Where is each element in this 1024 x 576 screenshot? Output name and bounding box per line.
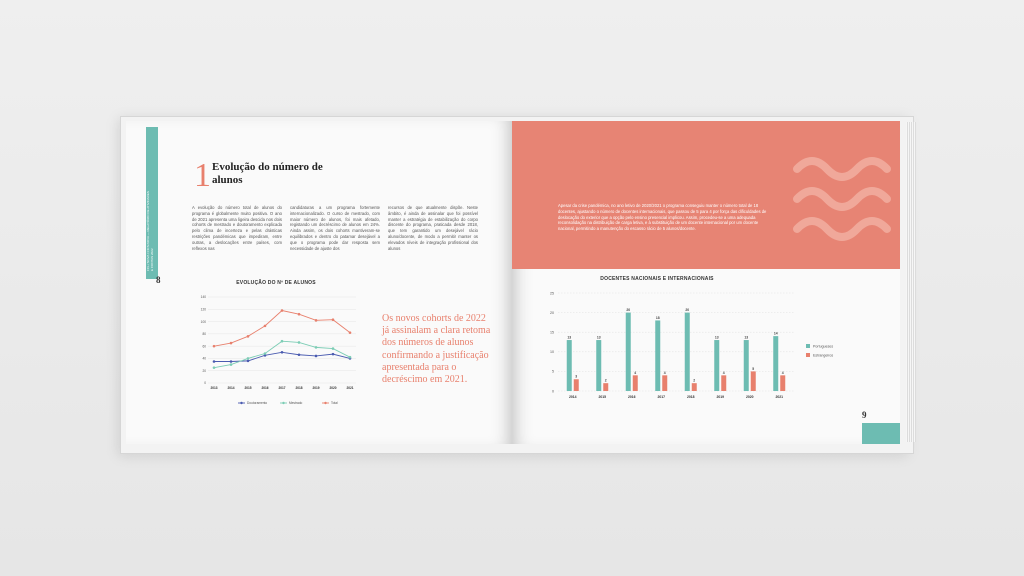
pull-quote: Os novos cohorts de 2022 já assinalam a clara retoma dos números de alunos confirmando a justificação apresentada para o decréscimo em 2021. xyxy=(382,313,491,386)
x-tick-label: 2017 xyxy=(278,386,286,390)
bar-value-label: 2 xyxy=(693,378,696,383)
data-point xyxy=(332,347,335,350)
wave-line-2 xyxy=(797,191,887,207)
data-point xyxy=(230,360,233,363)
legend-label: Portugueses xyxy=(813,344,834,349)
x-tick-label: 2015 xyxy=(244,386,252,390)
bar-estrangeiros xyxy=(692,383,697,391)
data-point xyxy=(264,352,267,355)
bar-value-label: 4 xyxy=(634,370,637,375)
y-tick-label: 60 xyxy=(202,344,206,349)
x-tick-label: 2019 xyxy=(716,395,725,399)
legend-label: Mestrado xyxy=(289,401,303,406)
data-point xyxy=(315,355,318,358)
bar-value-label: 13 xyxy=(596,335,601,340)
y-tick-label: 25 xyxy=(550,291,554,296)
y-tick-label: 0 xyxy=(552,389,554,394)
data-point xyxy=(332,353,335,356)
data-point xyxy=(298,353,301,356)
y-tick-label: 80 xyxy=(202,332,206,337)
bar-value-label: 13 xyxy=(567,335,572,340)
x-tick-label: 2014 xyxy=(568,395,577,399)
bar-estrangeiros xyxy=(633,375,638,391)
bar-value-label: 13 xyxy=(744,335,749,340)
data-point xyxy=(230,342,233,345)
data-point xyxy=(247,335,250,338)
legend-label: Total xyxy=(331,401,338,406)
bar-portugueses xyxy=(744,340,749,391)
bar-value-label: 20 xyxy=(685,308,690,313)
teal-corner-block xyxy=(862,423,900,444)
wave-line-3 xyxy=(797,221,887,237)
bar-portugueses xyxy=(567,340,572,391)
series-line-doutoramento xyxy=(214,352,350,361)
wave-decoration xyxy=(792,151,892,251)
bar-value-label: 3 xyxy=(575,374,578,379)
y-tick-label: 15 xyxy=(550,330,554,335)
bar-estrangeiros xyxy=(574,379,579,391)
data-point xyxy=(281,340,284,343)
bar-portugueses xyxy=(596,340,601,391)
body-column-3: recursos de que atualmente dispõe. Neste âmbito, é ainda de assinalar que foi possível manter a estratégia de estabilização do corpo discente do programa, praticada desde 2018, que tem garantido um desejável rácio aluno/docente, de modo a permitir manter os elevados níveis de integração profissional dos alunos xyxy=(388,205,478,251)
x-tick-label: 2016 xyxy=(261,386,269,390)
x-tick-label: 2018 xyxy=(686,395,695,399)
x-tick-label: 2013 xyxy=(210,386,218,390)
y-tick-label: 120 xyxy=(200,307,206,312)
bar-value-label: 14 xyxy=(773,331,778,336)
page-number-left: 8 xyxy=(156,275,161,285)
band-running-title: FCL / NOVA / CICS.NOVA — RELATÓRIO DE ATIVIDADES E CONTAS 2022 xyxy=(146,191,154,271)
y-tick-label: 100 xyxy=(200,319,206,324)
data-point xyxy=(281,309,284,312)
data-point xyxy=(213,345,216,348)
intro-text: Apesar da crise pandémica, no ano letivo de 2020/2021 o programa conseguiu manter o número total de 18 docentes, ajustando o número de docentes internacionais, que passou de 5 para 4 por força das dificuldades de deslocação do exterior que a opção pelo ensino presencial implicou. Assim, procedeu-se a uma adequada reconsolidação na distribuição de carga letiva, e à substituição de um docente internacional por um docente nacional, permitindo a manutenção do escasso rácio de 5 alunos/docente. xyxy=(558,203,767,232)
bar-estrangeiros xyxy=(780,375,785,391)
data-point xyxy=(281,351,284,354)
bar-estrangeiros xyxy=(662,375,667,391)
data-point xyxy=(332,318,335,321)
bar-value-label: 4 xyxy=(663,370,666,375)
legend-label: Doutoramento xyxy=(247,401,268,406)
wave-line-1 xyxy=(797,161,887,177)
bar-value-label: 4 xyxy=(722,370,725,375)
data-point xyxy=(315,346,318,349)
data-point xyxy=(349,356,352,359)
x-tick-label: 2021 xyxy=(775,395,784,399)
body-column-2: candidaturas a um programa fortemente internacionalizado. O curso de mestrado, com maior número de alunos, foi mais afetado, registando um decréscimo de alunos em 24%. Ainda assim, os dois cohorts mantiveram-se equilibrados e dentro do patamar desejável a que o programa pode dar resposta sem necessidade de ajuste dos xyxy=(290,205,380,251)
bar-portugueses xyxy=(626,313,631,391)
legend-marker xyxy=(240,402,242,404)
y-tick-label: 10 xyxy=(550,350,554,355)
bar-value-label: 18 xyxy=(655,315,660,320)
left-page xyxy=(126,121,512,444)
bar-portugueses xyxy=(714,340,719,391)
data-point xyxy=(298,341,301,344)
bar-estrangeiros xyxy=(721,375,726,391)
legend-label: Estrangeiros xyxy=(813,353,834,358)
students-line-chart xyxy=(196,291,366,411)
legend-swatch xyxy=(806,344,810,348)
bar-value-label: 13 xyxy=(714,335,719,340)
bar-value-label: 5 xyxy=(752,366,755,371)
x-tick-label: 2017 xyxy=(657,395,666,399)
bar-estrangeiros xyxy=(751,371,756,391)
x-tick-label: 2021 xyxy=(346,386,354,390)
bar-value-label: 2 xyxy=(604,378,607,383)
bar-portugueses xyxy=(773,336,778,391)
y-tick-label: 20 xyxy=(202,368,206,373)
data-point xyxy=(264,325,267,328)
section-number: 1 xyxy=(194,157,211,194)
y-tick-label: 0 xyxy=(204,381,206,386)
body-column-1: A evolução do número total de alunos do programa é globalmente muito positiva. O ano de 2021 apresenta uma ligeira descida nos dois cohorts de mestrado e doutoramento explicada pelo clima de incerteza e pelas drásticas restrições pandémicas que impediram, entre outras, a deslocações entre países, com reflexos nas xyxy=(192,205,282,251)
x-tick-label: 2015 xyxy=(598,395,607,399)
data-point xyxy=(315,319,318,322)
data-point xyxy=(213,366,216,369)
section-title: Evolução do número de alunos xyxy=(212,161,323,186)
x-tick-label: 2020 xyxy=(329,386,337,390)
y-tick-label: 5 xyxy=(552,369,554,374)
data-point xyxy=(247,357,250,360)
bar-value-label: 4 xyxy=(781,370,784,375)
bar-portugueses xyxy=(685,313,690,391)
page-number-right: 9 xyxy=(862,410,867,420)
data-point xyxy=(247,360,250,363)
bar-estrangeiros xyxy=(603,383,608,391)
data-point xyxy=(349,331,352,334)
data-point xyxy=(298,313,301,316)
legend-marker xyxy=(324,402,326,404)
right-page xyxy=(512,121,900,444)
legend-marker xyxy=(282,402,284,404)
y-tick-label: 140 xyxy=(200,295,206,300)
data-point xyxy=(230,363,233,366)
x-tick-label: 2020 xyxy=(745,395,754,399)
data-point xyxy=(213,360,216,363)
page-stack-edge xyxy=(906,122,916,442)
x-tick-label: 2018 xyxy=(295,386,303,390)
legend-swatch xyxy=(806,353,810,357)
bar-portugueses xyxy=(655,320,660,391)
bar-value-label: 20 xyxy=(626,308,631,313)
teachers-bar-chart xyxy=(542,287,872,409)
line-chart-title: EVOLUÇÃO DO Nº DE ALUNOS xyxy=(236,280,316,286)
x-tick-label: 2014 xyxy=(227,386,235,390)
bar-chart-title: DOCENTES NACIONAIS E INTERNACIONAIS xyxy=(600,276,714,282)
y-tick-label: 20 xyxy=(550,310,554,315)
x-tick-label: 2019 xyxy=(312,386,320,390)
y-tick-label: 40 xyxy=(202,356,206,361)
x-tick-label: 2016 xyxy=(627,395,636,399)
